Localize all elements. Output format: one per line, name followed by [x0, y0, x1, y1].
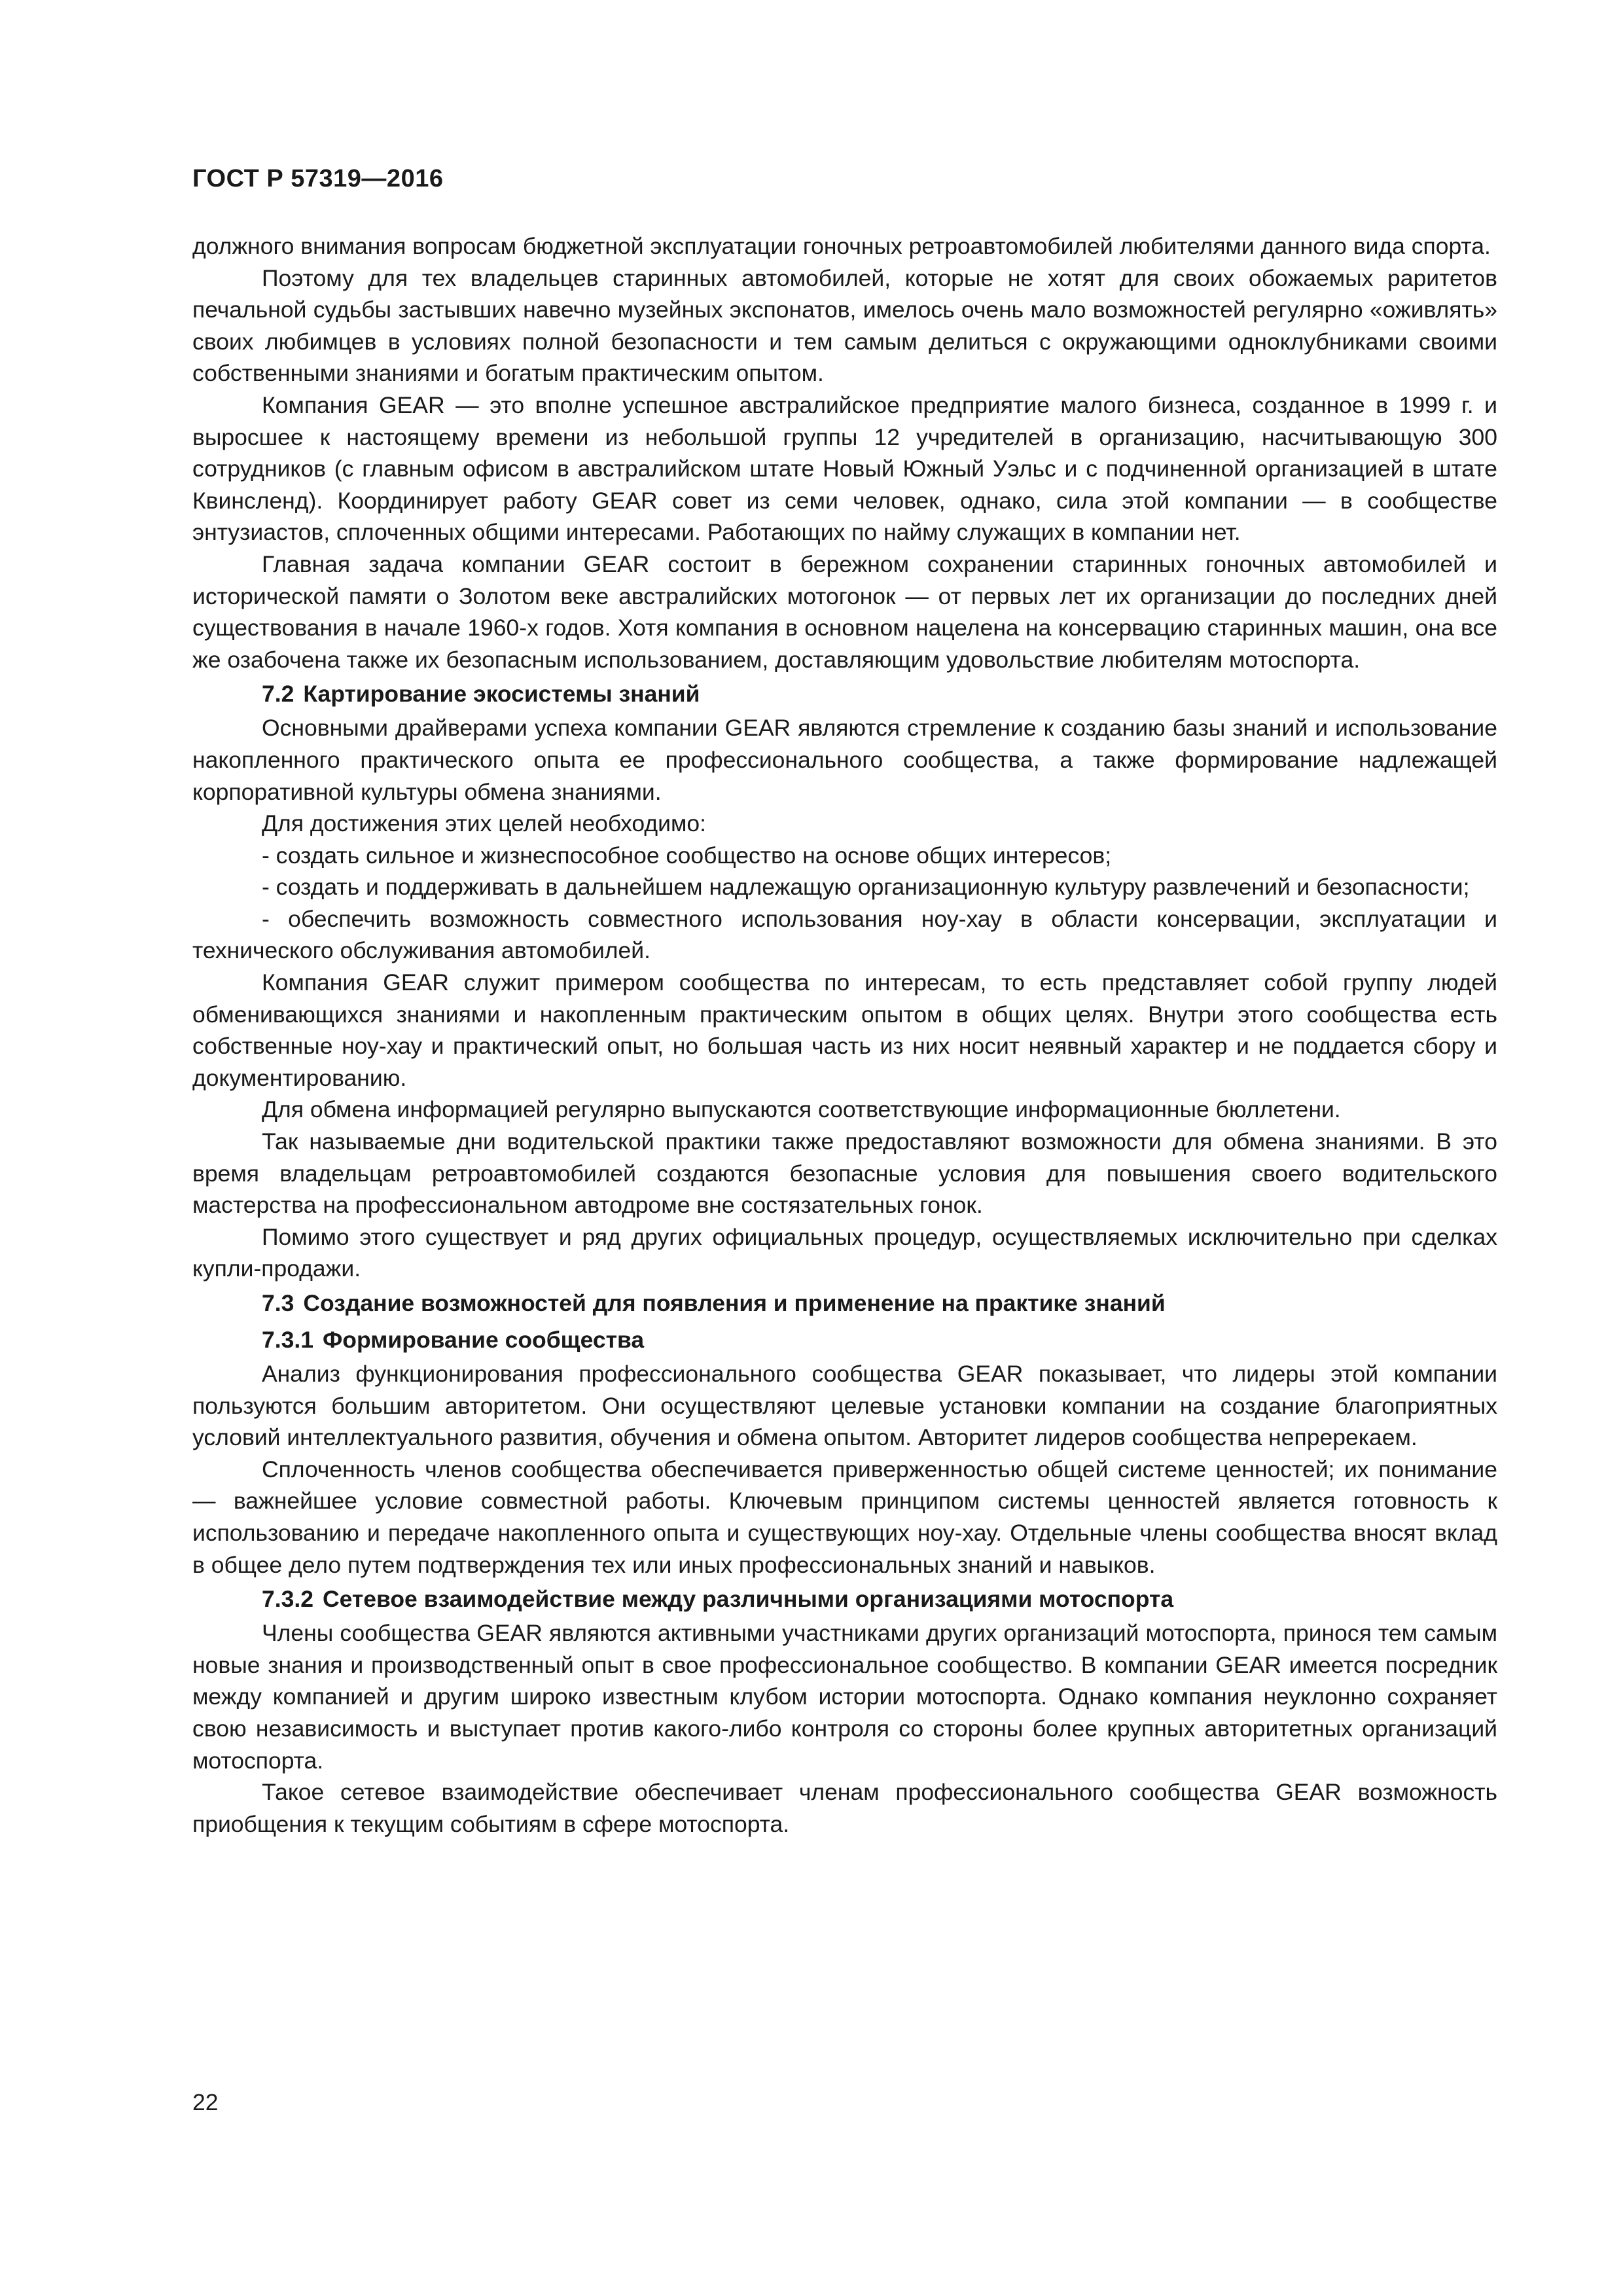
section-number: 7.2	[262, 681, 294, 708]
paragraph: Для обмена информацией регулярно выпускаются соответствующие информационные бюллетени.	[262, 1096, 1341, 1123]
section-title: Картирование экосистемы знаний	[303, 681, 700, 708]
paragraph: должного внимания вопросам бюджетной эксплуатации гоночных ретроавтомобилей любителями данного вида спорта.	[192, 233, 1491, 259]
section-title: Создание возможностей для появления и применение на практике знаний	[303, 1290, 1166, 1316]
paragraph: Сплоченность членов сообщества обеспечивается приверженностью общей системе ценностей; их понимание — важнейшее условие совместной работы. Ключевым принципом системы ценностей является готовность к использованию и передаче накопленного опыта и существующих ноу-хау. Отдельные члены сообщества вносят вклад в общее дело путем подтверждения тех или иных профессиональных знаний и навыков.	[192, 1456, 1497, 1578]
paragraph: Члены сообщества GEAR являются активными участниками других организаций мотоспорта, принося тем самым новые знания и производственный опыт в свое профессиональное сообщество. В компании GEAR имеется посредник между компанией и другим широко известным клубом истории мотоспорта. Однако компания неуклонно сохраняет свою независимость и выступает против какого-либо контроля со стороны более крупных авторитетных организаций мотоспорта.	[192, 1620, 1497, 1774]
section-number: 7.3.1	[262, 1327, 313, 1353]
section-heading	[192, 1285, 1497, 1321]
paragraph: Поэтому для тех владельцев старинных автомобилей, которые не хотят для своих обожаемых раритетов печальной судьбы застывших навечно музейных экспонатов, имелось очень мало возможностей регулярно «оживлять» своих любимцев в условиях полной безопасности и тем самым делиться с окружающими одноклубниками своими собственными знаниями и богатым практическим опытом.	[192, 264, 1497, 387]
page-number: 22	[192, 2089, 219, 2115]
section-title: Формирование сообщества	[322, 1327, 645, 1353]
paragraph: Анализ функционирования профессионального сообщества GEAR показывает, что лидеры этой компании пользуются большим авторитетом. Они осуществляют целевые установки компании на создание благоприятных условий интеллектуального развития, обучения и обмена опытом. Авторитет лидеров сообщества непререкаем.	[192, 1361, 1497, 1451]
paragraph: Помимо этого существует и ряд других официальных процедур, осуществляемых исключительно при сделках купли-продажи.	[192, 1223, 1497, 1282]
paragraph: Для достижения этих целей необходимо:	[262, 810, 706, 837]
paragraph: Компания GEAR — это вполне успешное австралийское предприятие малого бизнеса, созданное в 1999 г. и выросшее к настоящему времени из небольшой группы 12 учредителей в организацию, насчитывающую 300 сотрудников (с главным офисом в австралийском штате Новый Южный Уэльс и с подчиненной организацией в штате Квинсленд). Координирует работу GEAR совет из семи человек, однако, сила этой компании — в сообществе энтузиастов, сплоченных общими интересами. Работающих по найму служащих в компании нет.	[192, 391, 1497, 546]
section-heading	[192, 675, 1497, 712]
section-number: 7.3.2	[262, 1586, 313, 1613]
document-body	[192, 230, 1497, 1840]
paragraph: Такое сетевое взаимодействие обеспечивает членам профессионального сообщества GEAR возможность приобщения к текущим событиям в сфере мотоспорта.	[192, 1779, 1497, 1837]
section-heading	[192, 1581, 1497, 1617]
paragraph: - создать сильное и жизнеспособное сообщество на основе общих интересов;	[262, 842, 1112, 869]
paragraph: Компания GEAR служит примером сообщества по интересам, то есть представляет собой группу людей обменивающихся знаниями и накопленным практическим опытом в общих целях. Внутри этого сообщества есть собственные ноу-хау и практический опыт, но большая часть из них носит неявный характер и не поддается сбору и документированию.	[192, 969, 1497, 1091]
paragraph: - создать и поддерживать в дальнейшем надлежащую организационную культуру развлечений и безопасности;	[262, 874, 1470, 901]
paragraph: Так называемые дни водительской практики также предоставляют возможности для обмена знаниями. В это время владельцам ретроавтомобилей создаются безопасные условия для повышения своего водительского мастерства на профессиональном автодроме вне состязательных гонок.	[192, 1128, 1497, 1219]
section-heading	[192, 1321, 1497, 1358]
document-code-header: ГОСТ Р 57319—2016	[192, 165, 444, 192]
paragraph: Основными драйверами успеха компании GEAR являются стремление к созданию базы знаний и использование накопленного практического опыта ее профессионального сообщества, а также формирование надлежащей корпоративной культуры обмена знаниями.	[192, 715, 1497, 805]
paragraph: - обеспечить возможность совместного использования ноу-хау в области консервации, эксплуатации и технического обслуживания автомобилей.	[192, 905, 1497, 964]
paragraph: Главная задача компании GEAR состоит в бережном сохранении старинных гоночных автомобилей и исторической памяти о Золотом веке австралийских мотогонок — от первых лет их организации до последних дней существования в начале 1960-х годов. Хотя компания в основном нацелена на консервацию старинных машин, она все же озабочена также их безопасным использованием, доставляющим удовольствие любителям мотоспорта.	[192, 550, 1497, 673]
section-title: Сетевое взаимодействие между различными организациями мотоспорта	[322, 1586, 1174, 1613]
section-number: 7.3	[262, 1290, 294, 1316]
